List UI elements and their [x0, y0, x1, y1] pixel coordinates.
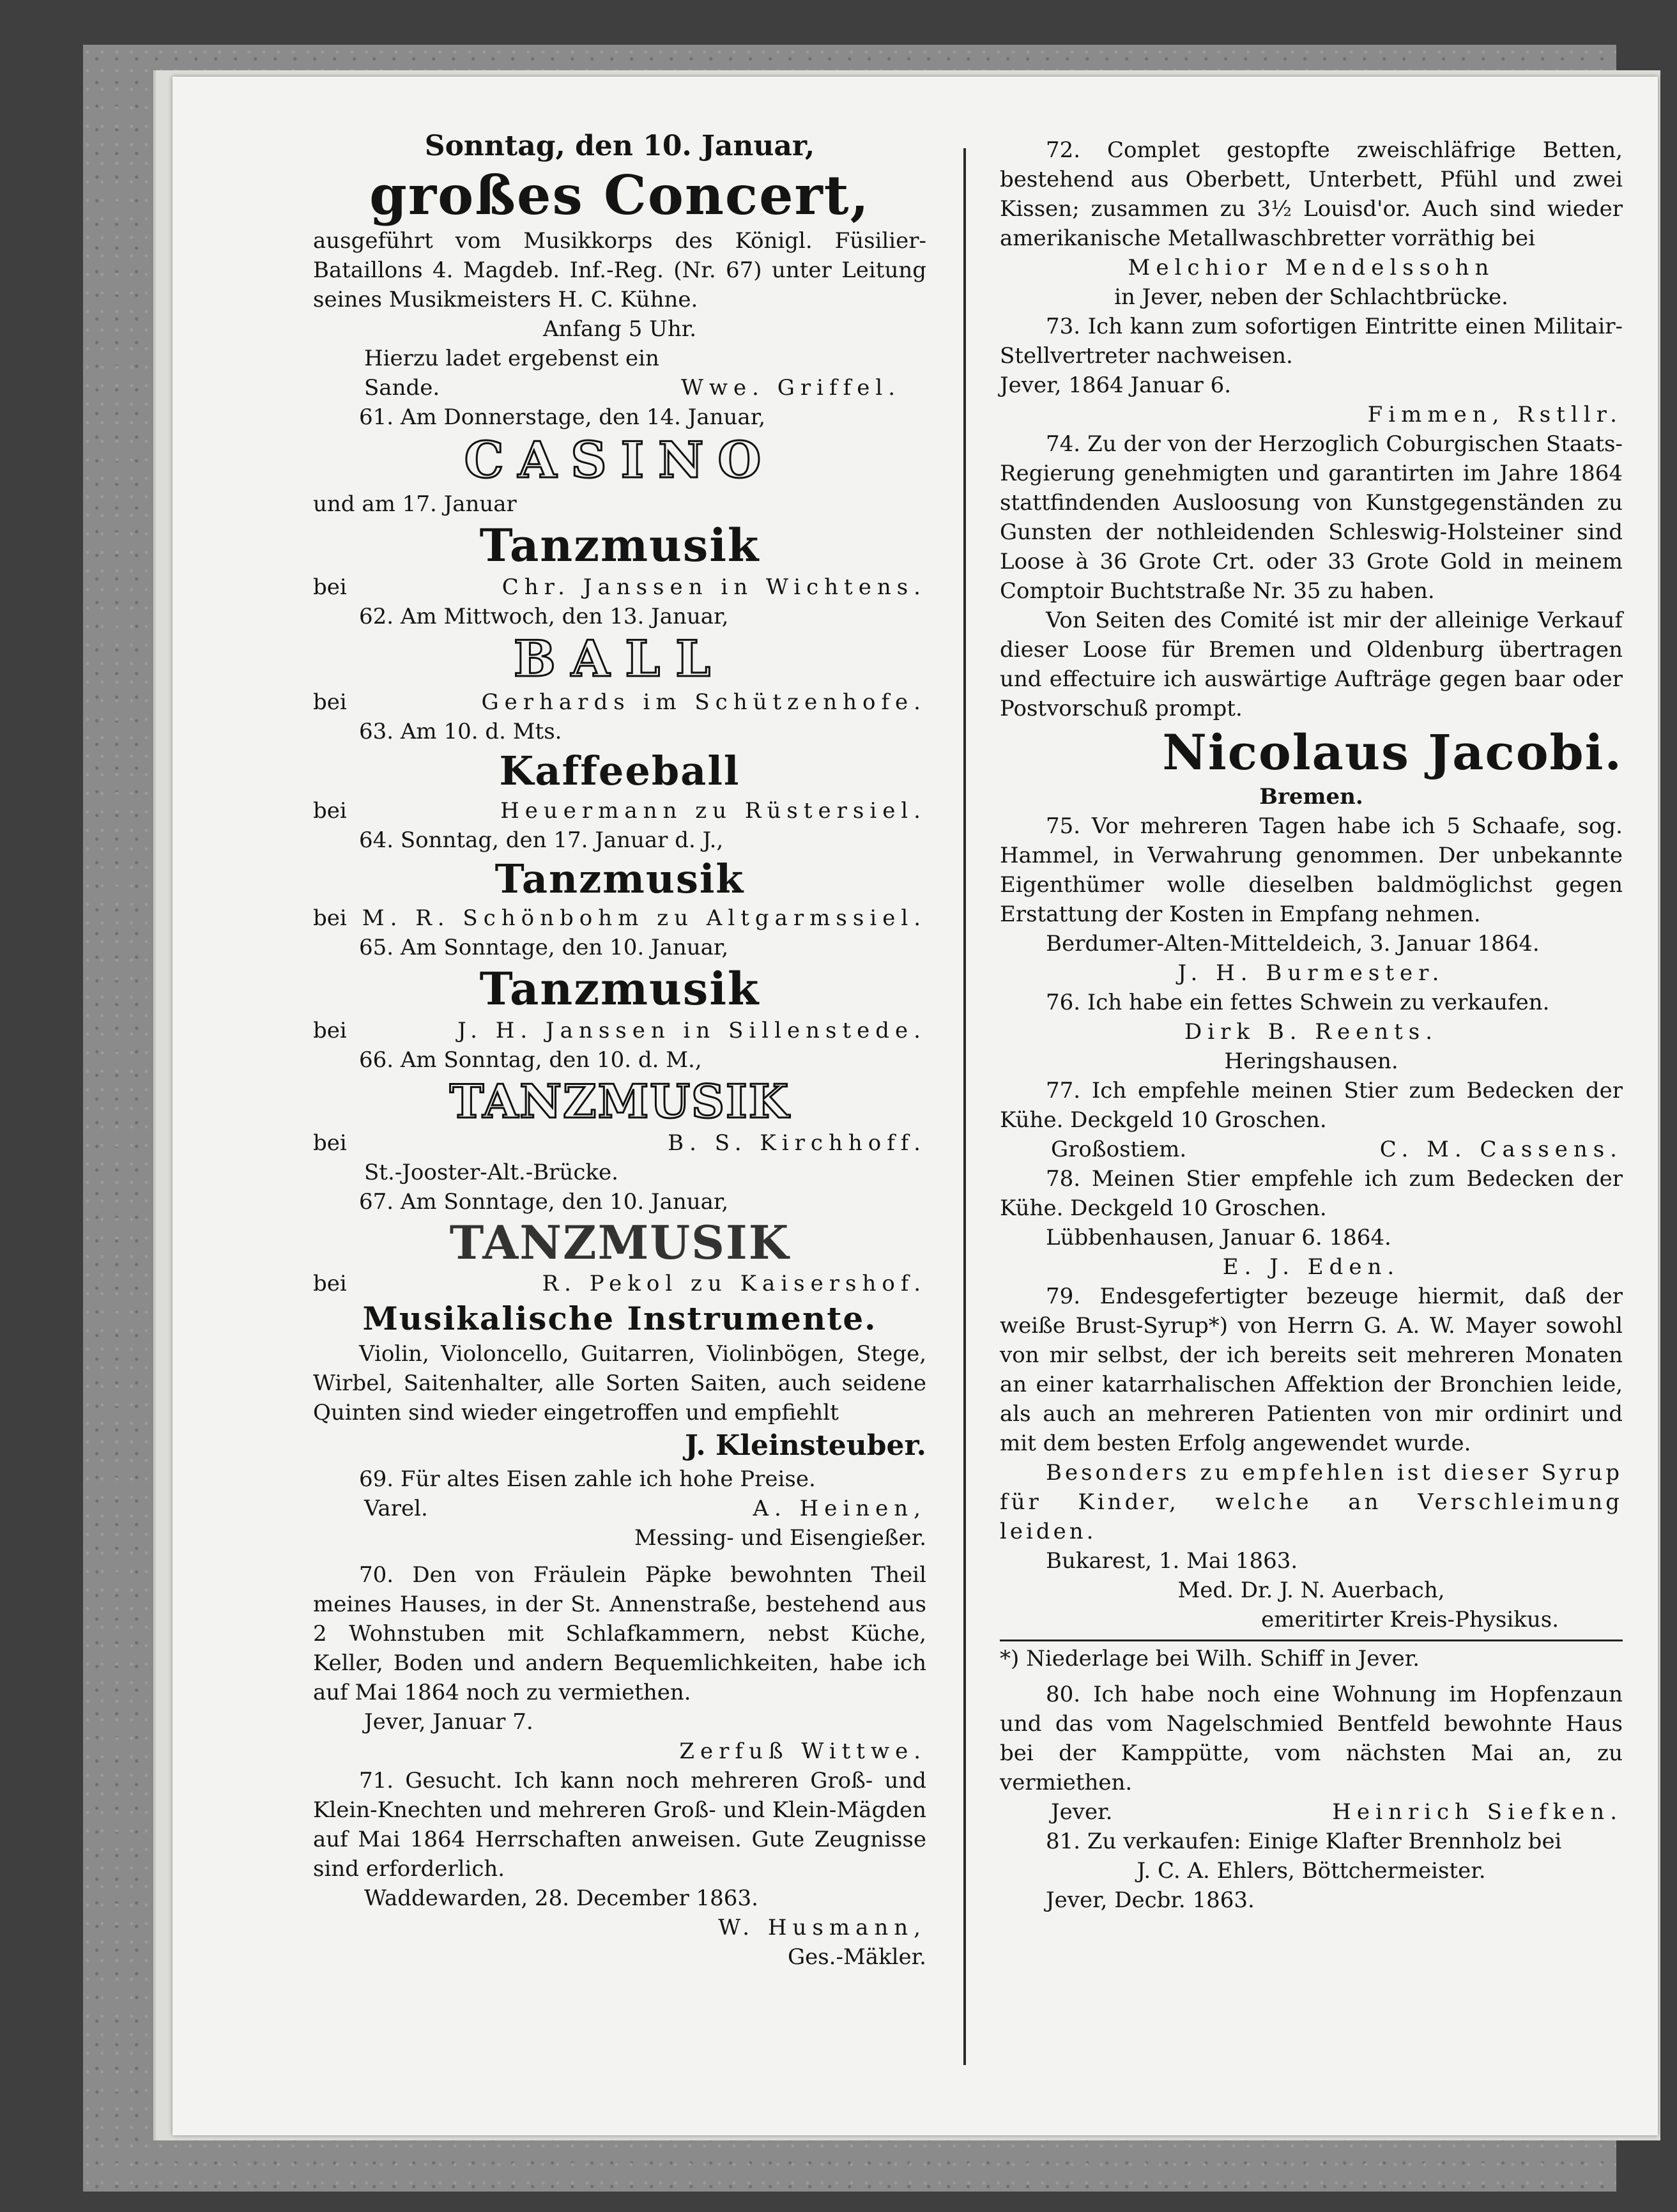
ad81-place: Jever, Decbr. 1863.	[1046, 1887, 1255, 1913]
ad78-place: Lübbenhausen, Januar 6. 1864.	[1046, 1225, 1391, 1250]
ad79-text2: Besonders zu empfehlen ist dieser Syrup für Kinder, welche an Verschleimung leiden.	[1000, 1460, 1623, 1544]
ad61-title: CASINO	[464, 431, 776, 489]
concert-invite: Hierzu ladet ergebenst ein	[364, 346, 659, 371]
ad77-place: Großostiem.	[1051, 1137, 1187, 1162]
ad71-sign: W. Husmann,	[718, 1915, 926, 1940]
concert-body: ausgeführt vom Musikkorps des Königl. Füsilier-Bataillons 4. Magdeb. Inf.-Reg. (Nr. 67) unter Leitung seines Musikmeisters H. C. Kühne.	[313, 228, 926, 312]
ad80-sign: Heinrich Siefken.	[1332, 1799, 1623, 1825]
ad65-title: Tanzmusik	[479, 962, 760, 1015]
ad80-text: 80. Ich habe noch eine Wohnung im Hopfenzaun und das vom Nagelschmied Bentfeld bewohnte Haus bei der Kamppütte, vom nächsten Mai an, zu vermiethen.	[1000, 1682, 1623, 1795]
ad64-title: Tanzmusik	[494, 856, 745, 902]
column-divider	[963, 148, 966, 2065]
right-column	[1000, 135, 1623, 1915]
ad64-host: M. R. Schönbohm zu Altgarmssiel.	[362, 905, 926, 931]
ad61-line2: und am 17. Januar	[313, 491, 517, 517]
ad77-sign: C. M. Cassens.	[1379, 1137, 1623, 1162]
ad62-title: BALL	[513, 630, 726, 688]
ad77-text: 77. Ich empfehle meinen Stier zum Bedecken der Kühe. Deckgeld 10 Groschen.	[1000, 1078, 1623, 1133]
ad63-host-pre: bei	[313, 798, 347, 824]
footnote: *) Niederlage bei Wilh. Schiff in Jever.	[1000, 1646, 1420, 1671]
instruments-body: Violin, Violoncello, Guitarren, Violinbögen, Stege, Wirbel, Saitenhalter, alle Sorten Saiten, auch seidene Quinten sind wieder eingetroffen und empfiehlt	[313, 1341, 926, 1425]
ad69-name: A. Heinen,	[753, 1496, 926, 1521]
ad69-place: Varel.	[364, 1496, 428, 1521]
ad63-host: Heuermann zu Rüstersiel.	[500, 798, 926, 824]
concert-host: Wwe. Griffel.	[680, 375, 901, 401]
ad63-title: Kaffeeball	[499, 748, 740, 794]
ad67-host-pre: bei	[313, 1271, 347, 1296]
ad75-sign: J. H. Burmester.	[1177, 960, 1445, 986]
ad70-sign: Zerfuß Wittwe.	[679, 1739, 926, 1764]
concert-start: Anfang 5 Uhr.	[542, 316, 697, 342]
ad69-text: 69. Für altes Eisen zahle ich hohe Preise.	[359, 1466, 816, 1492]
ad72-text: 72. Complet gestopfte zweischläfrige Betten, bestehend aus Oberbett, Unterbett, Pfühl und zwei Kissen; zusammen zu 3½ Louisd'or. Auch sind wieder amerikanische Metallwaschbretter vorräthig bei	[1000, 137, 1623, 251]
ad76-text: 76. Ich habe ein fettes Schwein zu verkaufen.	[1046, 990, 1550, 1015]
ad66-title: TANZMUSIK	[449, 1074, 790, 1128]
ad73-place: Jever, 1864 Januar 6.	[1000, 373, 1232, 398]
ad67-line: 67. Am Sonntage, den 10. Januar,	[359, 1189, 729, 1215]
ad73-sign: Fimmen, Rstllr.	[1367, 402, 1623, 427]
ad71-place: Waddewarden, 28. December 1863.	[364, 1886, 758, 1911]
ad76-place: Heringshausen.	[1224, 1048, 1398, 1074]
ad81-text: 81. Zu verkaufen: Einige Klafter Brennholz bei	[1046, 1829, 1562, 1854]
ad74-text2: Von Seiten des Comité ist mir der alleinige Verkauf dieser Loose für Bremen und Oldenburg übertragen und effectuire ich auswärtige Aufträge gegen baar oder Postvorschuß prompt.	[1000, 608, 1623, 721]
ad72-place: in Jever, neben der Schlachtbrücke.	[1114, 284, 1508, 310]
ad81-sign: J. C. A. Ehlers, Böttchermeister.	[1137, 1858, 1486, 1884]
ad75-text: 75. Vor mehreren Tagen habe ich 5 Schaafe, sog. Hammel, in Verwahrung genommen. Der unbekannte Eigenthümer wolle dieselben baldmöglichst gegen Erstattung der Kosten in Empfang nehmen.	[1000, 813, 1623, 927]
ad66-host: B. S. Kirchhoff.	[668, 1130, 926, 1156]
ad71-text: 71. Gesucht. Ich kann noch mehreren Groß- und Klein-Knechten und mehreren Groß- und Klein-Mägden auf Mai 1864 Herrschaften anweisen. Gute Zeugnisse sind erforderlich.	[313, 1768, 926, 1882]
ad62-host-pre: bei	[313, 689, 347, 715]
instruments-sign: J. Kleinsteuber.	[685, 1429, 926, 1462]
ad76-sign: Dirk B. Reents.	[1184, 1019, 1439, 1045]
ad61-host: Chr. Janssen in Wichtens.	[502, 574, 926, 600]
ad79-place: Bukarest, 1. Mai 1863.	[1046, 1548, 1298, 1574]
ad78-text: 78. Meinen Stier empfehle ich zum Bedecken der Kühe. Deckgeld 10 Groschen.	[1000, 1166, 1623, 1221]
ad64-host-pre: bei	[313, 905, 347, 931]
ad61-host-pre: bei	[313, 574, 347, 600]
ad66-host2: St.-Jooster-Alt.-Brücke.	[364, 1160, 618, 1185]
concert-place: Sande.	[364, 375, 440, 401]
ad65-line: 65. Am Sonntage, den 10. Januar,	[359, 935, 729, 960]
ad79-role: emeritirter Kreis-Physikus.	[1261, 1607, 1559, 1632]
left-column	[313, 128, 926, 1972]
footnote-rule	[1000, 1640, 1623, 1641]
ad72-sign: Melchior Mendelssohn	[1128, 255, 1495, 280]
ad66-line: 66. Am Sonntag, den 10. d. M.,	[359, 1047, 702, 1073]
ad67-title: TANZMUSIK	[449, 1215, 790, 1270]
ad79-text: 79. Endesgefertigter bezeuge hiermit, daß der weiße Brust-Syrup*) von Herrn G. A. W. Mayer sowohl von mir selbst, der ich bereits seit mehreren Monaten an einer katarrhalischen Affektion der Bronchien leide, als auch an mehreren Patienten von mir ordinirt und mit dem besten Erfolg angewendet wurde.	[1000, 1284, 1623, 1456]
ad74-text: 74. Zu der von der Herzoglich Coburgischen Staats-Regierung genehmigten und garantirten im Jahre 1864 stattfindenden Ausloosung von Kunstgegenständen zu Gunsten der nothleidenden Schleswig-Holsteiner sind Loose à 36 Grote Crt. oder 33 Grote Gold in meinem Comptoir Buchtstraße Nr. 35 zu haben.	[1000, 431, 1623, 604]
ad64-line: 64. Sonntag, den 17. Januar d. J.,	[359, 827, 724, 853]
ad74-sign: Nicolaus Jacobi.	[1162, 724, 1623, 781]
ad65-host: J. H. Janssen in Sillenstede.	[457, 1018, 926, 1043]
ad80-place: Jever.	[1051, 1799, 1113, 1825]
ad63-line: 63. Am 10. d. Mts.	[359, 719, 562, 744]
ad67-host: R. Pekol zu Kaisershof.	[542, 1271, 926, 1296]
ad74-place: Bremen.	[1259, 784, 1363, 810]
concert-date: Sonntag, den 10. Januar,	[424, 130, 815, 162]
ad66-host-pre: bei	[313, 1130, 347, 1156]
ad71-role: Ges.-Mäkler.	[787, 1944, 926, 1970]
concert-title: großes Concert,	[369, 164, 870, 227]
ad70-place: Jever, Januar 7.	[364, 1709, 533, 1735]
ad61-title2: Tanzmusik	[479, 519, 760, 572]
ad62-host: Gerhards im Schützenhofe.	[481, 689, 926, 715]
ad73-text: 73. Ich kann zum sofortigen Eintritte einen Militair-Stellvertreter nachweisen.	[1000, 314, 1623, 369]
ad78-sign: E. J. Eden.	[1222, 1254, 1400, 1280]
ad70-text: 70. Den von Fräulein Päpke bewohnten Theil meines Hauses, in der St. Annenstraße, bestehend aus 2 Wohnstuben mit Schlafkammern, nebst Küche, Keller, Boden und andern Bequemlichkeiten, habe ich auf Mai 1864 noch zu vermiethen.	[313, 1562, 926, 1705]
ad75-place: Berdumer-Alten-Mitteldeich, 3. Januar 1864.	[1046, 931, 1540, 956]
ad65-host-pre: bei	[313, 1018, 347, 1043]
ad79-sign: Med. Dr. J. N. Auerbach,	[1177, 1578, 1445, 1603]
ad62-line: 62. Am Mittwoch, den 13. Januar,	[359, 604, 729, 629]
ad61-line: 61. Am Donnerstage, den 14. Januar,	[359, 404, 766, 430]
instruments-title: Musikalische Instrumente.	[362, 1300, 877, 1337]
ad69-role: Messing- und Eisengießer.	[634, 1525, 926, 1551]
